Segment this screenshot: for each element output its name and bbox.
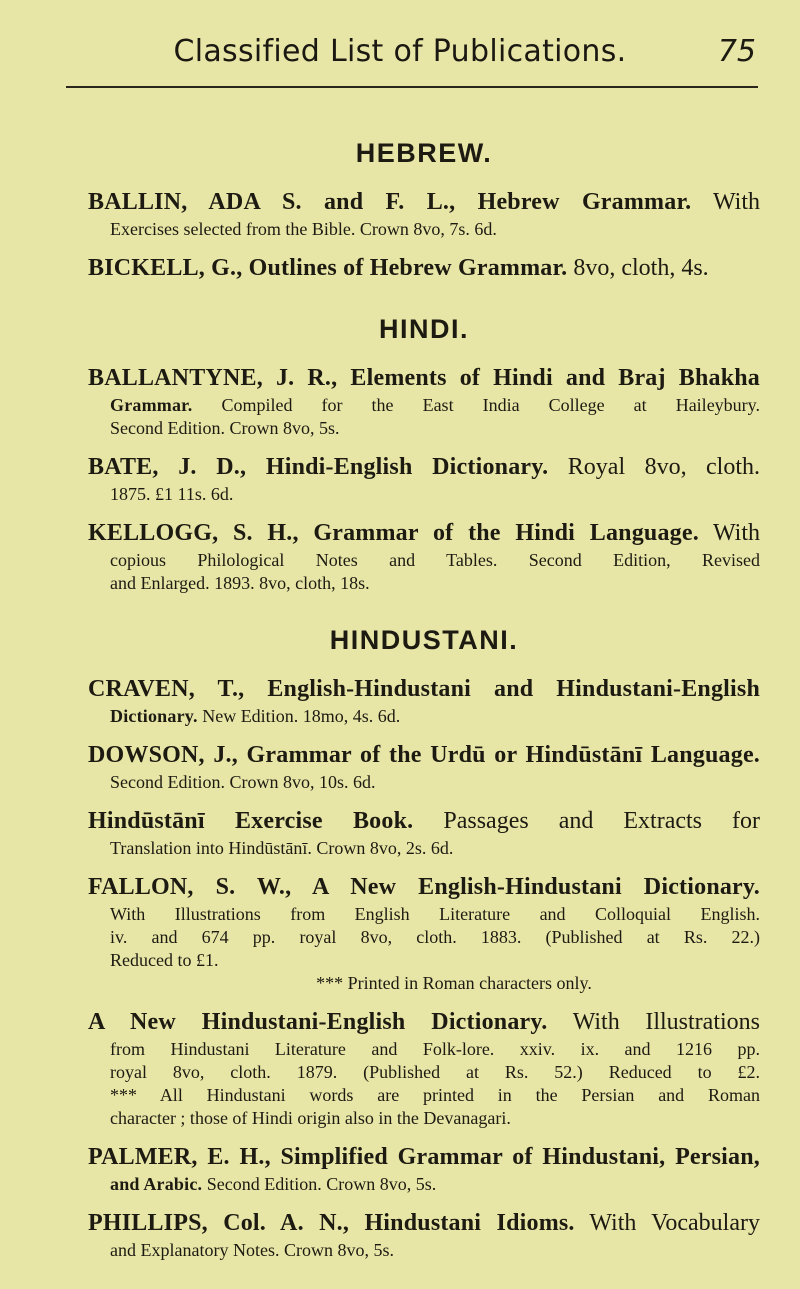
entry-line: and Enlarged. 1893. 8vo, cloth, 18s.: [110, 573, 370, 593]
entry-text: New Edition. 18mo, 4s. 6d.: [202, 706, 401, 726]
entry-line: character ; those of Hindi origin also in the Devanagari.: [110, 1108, 511, 1128]
entry-first-line: [88, 872, 760, 903]
entry-line: from Hindustani Literature and Folk-lore. xxiv. ix. and 1216 pp.: [110, 1039, 760, 1059]
entry-line: Second Edition. Crown 8vo, 10s. 6d.: [110, 772, 376, 792]
entry-craven: [88, 674, 760, 728]
entry-line: [88, 705, 760, 728]
entry-bate: [88, 452, 760, 506]
running-title: Classified List of Publications.: [173, 34, 627, 69]
entry-text: With Illustrations: [572, 1009, 760, 1035]
entry-line: Reduced to £1.: [110, 950, 219, 970]
entry-title: PHILLIPS, Col. A. N., Hindustani Idioms.: [88, 1210, 575, 1236]
entry-fallon-hindustani-english: [88, 1007, 760, 1130]
entry-kellogg: [88, 518, 760, 595]
entry-first-line: [88, 253, 760, 284]
entry-title: BICKELL, G., Outlines of Hebrew Grammar.: [88, 255, 568, 281]
entry-title-cont: Dictionary.: [110, 706, 198, 726]
entry-text: Passages and Extracts for: [443, 808, 761, 834]
entry-title: Hindūstānī Exercise Book.: [88, 808, 414, 834]
entry-title-cont: and Arabic.: [110, 1174, 203, 1194]
entry-title: KELLOGG, S. H., Grammar of the Hindi Language.: [88, 520, 699, 546]
entry-first-line: [88, 674, 760, 705]
entry-text: With: [712, 520, 760, 546]
entry-line: copious Philological Notes and Tables. Second Edition, Revised: [110, 550, 760, 570]
entry-fallon-english-hindustani: [88, 872, 760, 995]
entry-first-line: [88, 452, 760, 483]
entry-first-line: [88, 1208, 760, 1239]
catalogue-content: [88, 138, 760, 1274]
entry-line: Translation into Hindūstānī. Crown 8vo, 2s. 6d.: [110, 838, 454, 858]
entry-title: BALLIN, ADA S. and F. L., Hebrew Grammar.: [88, 189, 692, 215]
entry-title: DOWSON, J., Grammar of the Urdū or Hindūstānī Language.: [88, 742, 760, 768]
entry-ballantyne: [88, 363, 760, 440]
entry-ballin: [88, 187, 760, 241]
entry-bickell: [88, 253, 760, 284]
page-header: [0, 30, 800, 80]
entry-line: With Illustrations from English Literature and Colloquial English.: [110, 904, 760, 924]
entry-title-cont: Grammar.: [110, 395, 193, 415]
entry-palmer: [88, 1142, 760, 1196]
entry-text: Royal 8vo, cloth.: [567, 454, 760, 480]
entry-title: FALLON, S. W., A New English-Hindustani Dictionary.: [88, 874, 760, 900]
entry-first-line: [88, 187, 760, 218]
section-heading-hebrew: HEBREW.: [355, 138, 493, 168]
entry-title: PALMER, E. H., Simplified Grammar of Hindustani, Persian,: [88, 1144, 760, 1170]
entry-line: Second Edition. Crown 8vo, 5s.: [110, 418, 340, 438]
entry-title: BALLANTYNE, J. R., Elements of Hindi and Braj Bhakha: [88, 365, 760, 391]
entry-text: Compiled for the East India College at Haileybury.: [221, 395, 761, 415]
entry-first-line: [88, 1007, 760, 1038]
entry-first-line: [88, 1142, 760, 1173]
entry-line: [88, 394, 760, 417]
entry-text: Second Edition. Crown 8vo, 5s.: [206, 1174, 437, 1194]
entry-line: iv. and 674 pp. royal 8vo, cloth. 1883. (Published at Rs. 22.): [110, 927, 760, 947]
entry-title: CRAVEN, T., English-Hindustani and Hindustani-English: [88, 676, 760, 702]
entry-note: *** All Hindustani words are printed in the Persian and Roman: [110, 1085, 760, 1105]
entry-first-line: [88, 518, 760, 549]
entry-line: and Explanatory Notes. Crown 8vo, 5s.: [110, 1240, 394, 1260]
page-number: 75: [717, 34, 756, 69]
entry-dowson: [88, 740, 760, 794]
entry-line: [88, 1173, 760, 1196]
entry-line: Exercises selected from the Bible. Crown 8vo, 7s. 6d.: [110, 219, 497, 239]
header-rule: [66, 86, 758, 88]
entry-text: 8vo, cloth, 4s.: [573, 255, 709, 281]
section-heading-hindustani: HINDUSTANI.: [329, 625, 519, 655]
section-heading-hindi: HINDI.: [379, 314, 469, 344]
entry-text: With Vocabulary: [589, 1210, 760, 1236]
entry-title: A New Hindustani-English Dictionary.: [88, 1009, 548, 1035]
entry-text: With: [712, 189, 760, 215]
entry-line: 1875. £1 11s. 6d.: [110, 484, 234, 504]
entry-phillips: [88, 1208, 760, 1262]
entry-exercise-book: [88, 806, 760, 860]
entry-line: royal 8vo, cloth. 1879. (Published at Rs. 52.) Reduced to £2.: [110, 1062, 760, 1082]
entry-first-line: [88, 740, 760, 771]
entry-first-line: [88, 363, 760, 394]
entry-first-line: [88, 806, 760, 837]
entry-note: *** Printed in Roman characters only.: [316, 973, 592, 993]
entry-title: BATE, J. D., Hindi-English Dictionary.: [88, 454, 549, 480]
